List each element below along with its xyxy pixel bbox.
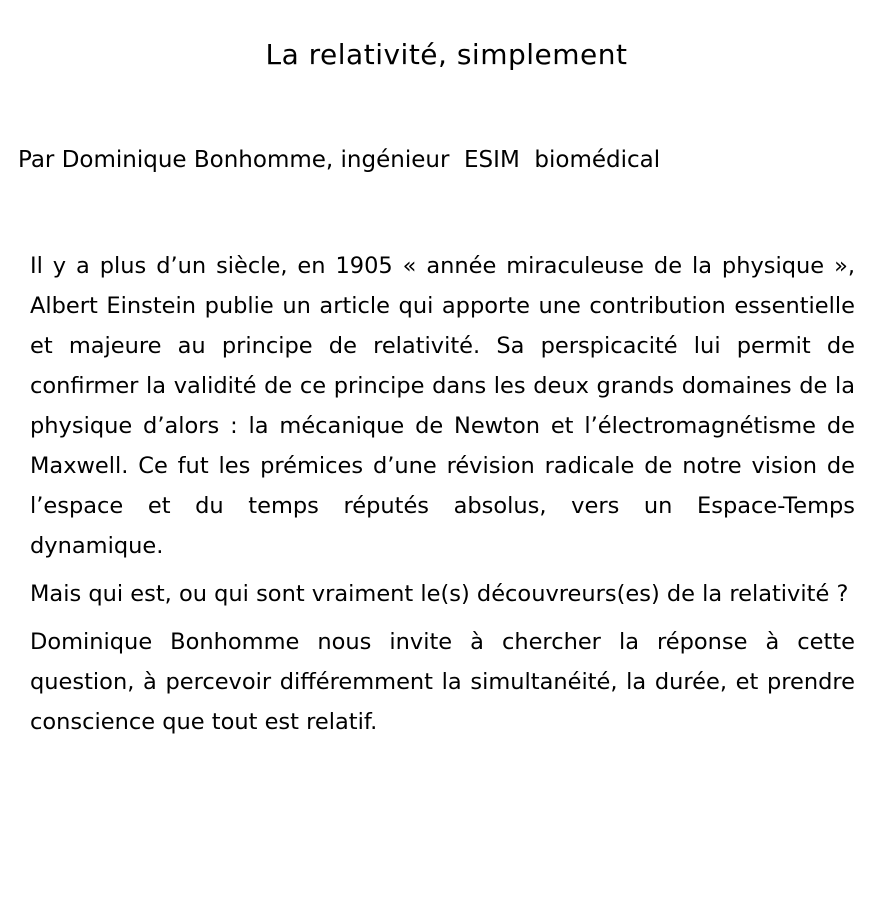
byline: Par Dominique Bonhomme, ingénieur ESIM biomédical <box>18 147 661 173</box>
paragraph-invitation: Dominique Bonhomme nous invite à chercher la réponse à cette question, à percevoir différemment la simultanéité, la durée, et prendre conscience que tout est relatif. <box>30 629 855 735</box>
paragraph-question: Mais qui est, ou qui sont vraiment le(s) découvreurs(es) de la relativité ? <box>30 581 849 607</box>
document-title: La relativité, simplement <box>265 38 628 71</box>
document-body <box>30 246 855 750</box>
paragraph-intro: Il y a plus d’un siècle, en 1905 « année miraculeuse de la physique », Albert Einstein publie un article qui apporte une contribution essentielle et majeure au principe de relativité. Sa perspicacité lui permit de confirmer la validité de ce principe dans les deux grands domaines de la physique d’alors : la mécanique de Newton et l’électromagnétisme de Maxwell. Ce fut les prémices d’une révision radicale de notre vision de l’espace et du temps réputés absolus, vers un Espace-Temps dynamique. <box>30 253 855 559</box>
